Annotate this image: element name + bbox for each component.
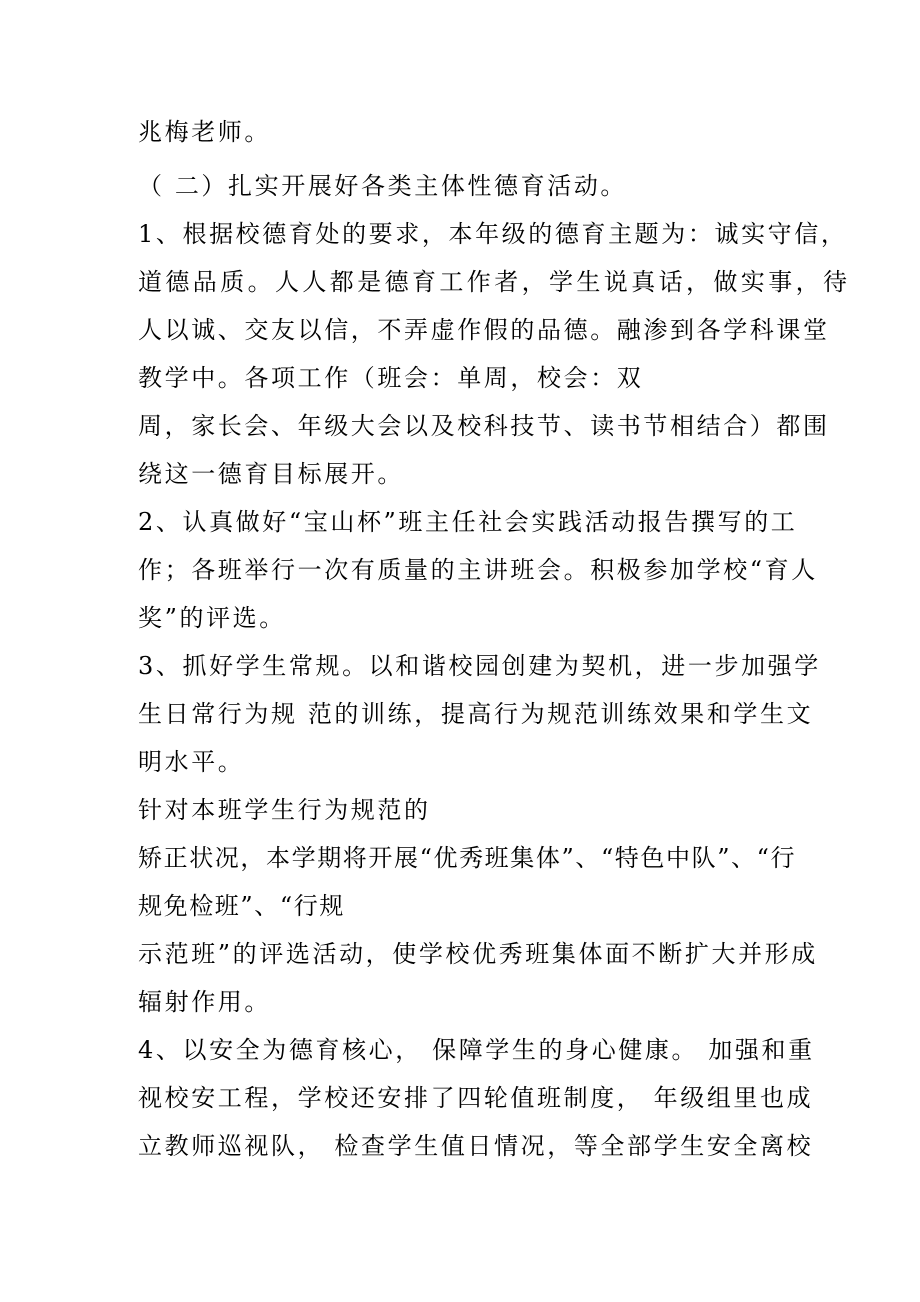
text-line: 道德品质。人人都是德育工作者，学生说真话，做实事，待 [138, 268, 851, 296]
text-line: 绕这一德育目标展开。 [138, 460, 404, 488]
text-line: 规免检班”、“行规 [138, 892, 345, 920]
text-line: 人以诚、交友以信，不弄虚作假的品德。融渗到各学科课堂 [138, 316, 830, 344]
text-line: 生日常行为规 范的训练，提高行为规范训练效果和学生文 [138, 700, 814, 728]
text-line: 奖”的评选。 [138, 604, 286, 632]
text-line: 周，家长会、年级大会以及校科技节、读书节相结合）都围 [138, 412, 830, 440]
text-line: 明水平。 [138, 748, 245, 776]
text-line: 4、以安全为德育核心， 保障学生的身心健康。 加强和重 [138, 1036, 815, 1064]
text-line: 3、抓好学生常规。以和谐校园创建为契机，进一步加强学 [138, 652, 821, 680]
text-line: 示范班”的评选活动，使学校优秀班集体面不断扩大并形成 [138, 940, 818, 968]
text-line: 1、根据校德育处的要求，本年级的德育主题为：诚实守信， [138, 220, 848, 248]
text-line: 矫正状况，本学期将开展“优秀班集体”、“特色中队”、“行 [138, 844, 797, 872]
text-line: 针对本班学生行为规范的 [138, 796, 431, 824]
text-line: 辐射作用。 [138, 988, 271, 1016]
text-line: 作；各班举行一次有质量的主讲班会。积极参加学校“育人 [138, 556, 818, 584]
section-heading: （ 二）扎实开展好各类主体性德育活动。 [138, 172, 628, 200]
text-line: 立教师巡视队， 检查学生值日情况，等全部学生安全离校 [138, 1132, 814, 1160]
text-line: 2、认真做好“宝山杯”班主任社会实践活动报告撰写的工 [138, 508, 798, 536]
text-line: 兆梅老师。 [138, 118, 271, 146]
text-line: 教学中。各项工作（班会：单周，校会：双 [138, 364, 644, 392]
text-line: 视校安工程，学校还安排了四轮值班制度， 年级组里也成 [138, 1084, 814, 1112]
